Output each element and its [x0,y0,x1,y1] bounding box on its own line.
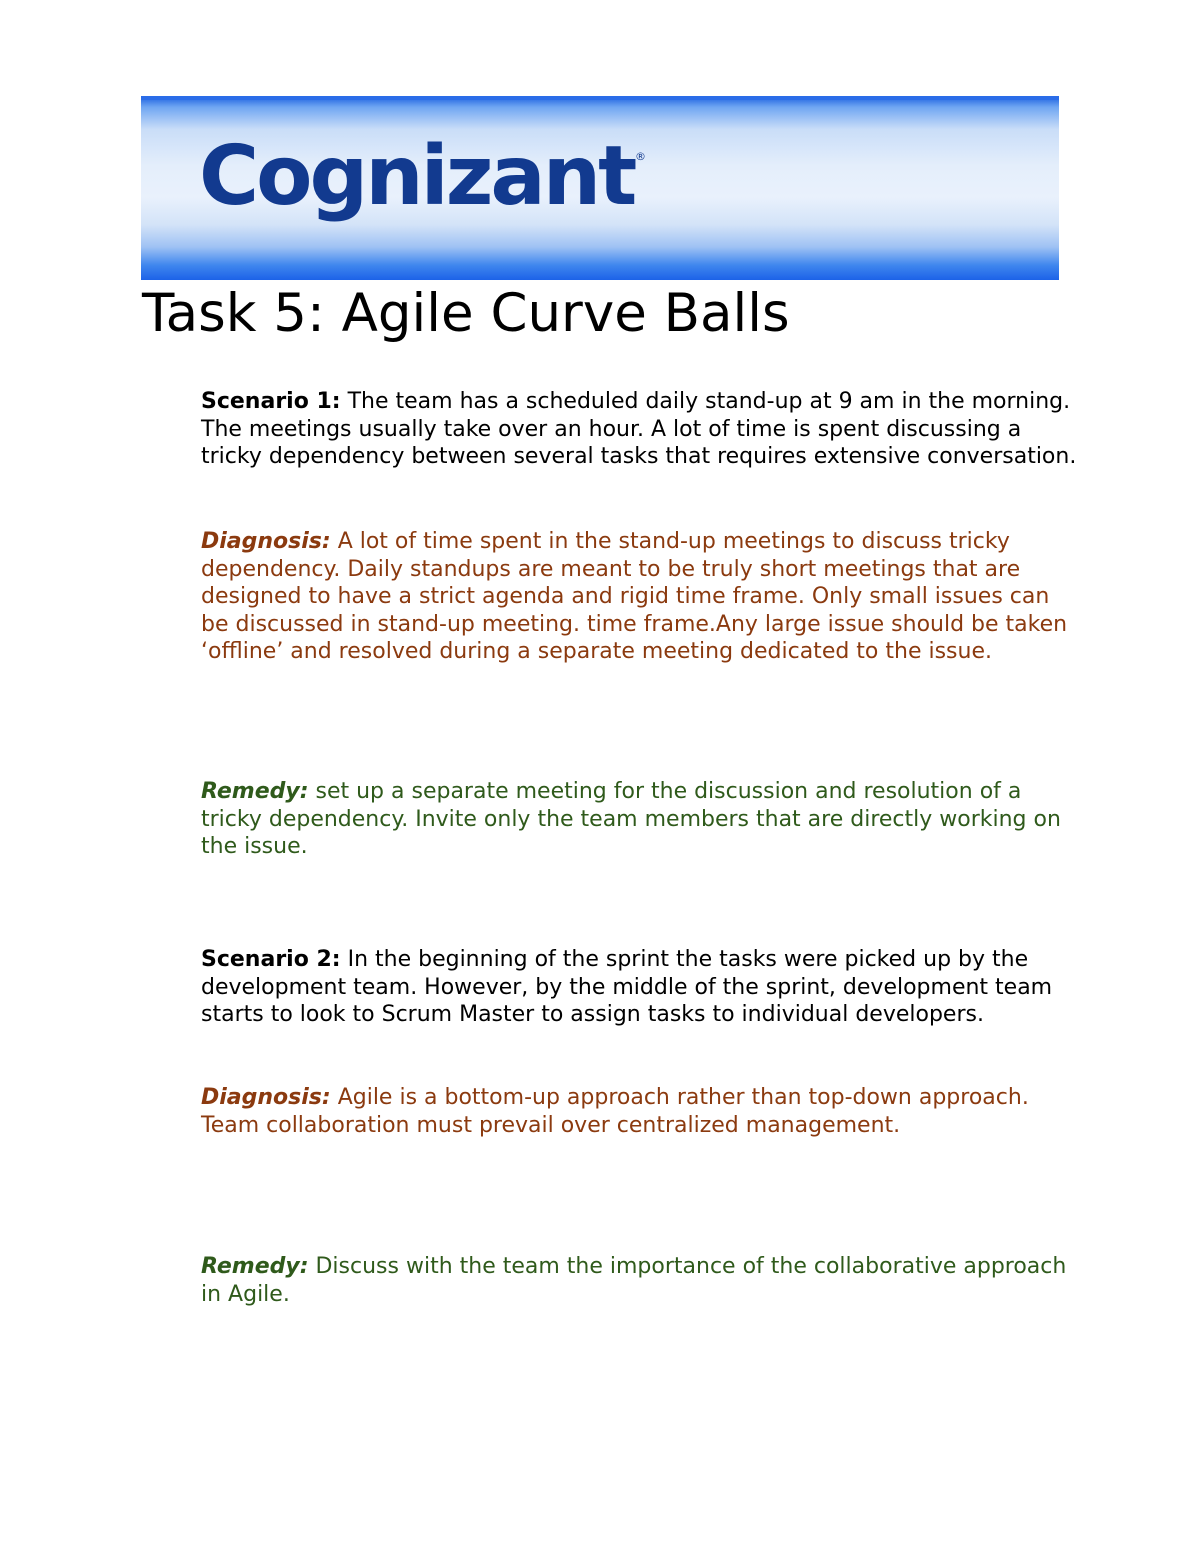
diagnosis-1-paragraph [201,528,1081,666]
diagnosis-2-label: Diagnosis: [201,1085,331,1110]
remedy-1-text: set up a separate meeting for the discussion and resolution of a tricky dependency. Invite only the team members that are directly working on the issue. [201,779,1061,859]
diagnosis-1-text: A lot of time spent in the stand-up meetings to discuss tricky dependency. Daily standups are meant to be truly short meetings that are designed to have a strict agenda and rigid time frame. Only small issues can be discussed in stand-up meeting. time frame.Any large issue should be taken ‘offline’ and resolved during a separate meeting dedicated to the issue. [201,529,1068,664]
scenario-1-paragraph [201,388,1081,471]
diagnosis-1-label: Diagnosis: [201,529,331,554]
scenario-1-text: The team has a scheduled daily stand-up at 9 am in the morning. The meetings usually take over an hour. A lot of time is spent discussing a tricky dependency between several tasks that requires extensive conversation. [201,389,1077,469]
scenario-2-label: Scenario 2: [201,947,341,972]
remedy-1-paragraph [201,778,1081,861]
remedy-1-label: Remedy: [201,779,309,804]
cognizant-logo: Cognizant [199,129,635,224]
remedy-2-text: Discuss with the team the importance of the collaborative approach in Agile. [201,1254,1067,1307]
remedy-2-label: Remedy: [201,1254,309,1279]
registered-mark: ® [635,150,646,163]
page-title: Task 5: Agile Curve Balls [142,283,790,344]
diagnosis-2-paragraph [201,1084,1081,1139]
scenario-2-text: In the beginning of the sprint the tasks were picked up by the development team. However, by the middle of the sprint, development team starts to look to Scrum Master to assign tasks to individual developers. [201,947,1053,1027]
diagnosis-2-text: Agile is a bottom-up approach rather than top-down approach. Team collaboration must prevail over centralized management. [201,1085,1029,1138]
scenario-2-paragraph [201,946,1081,1029]
remedy-2-paragraph [201,1253,1081,1308]
header-banner [141,96,1059,280]
scenario-1-label: Scenario 1: [201,389,341,414]
